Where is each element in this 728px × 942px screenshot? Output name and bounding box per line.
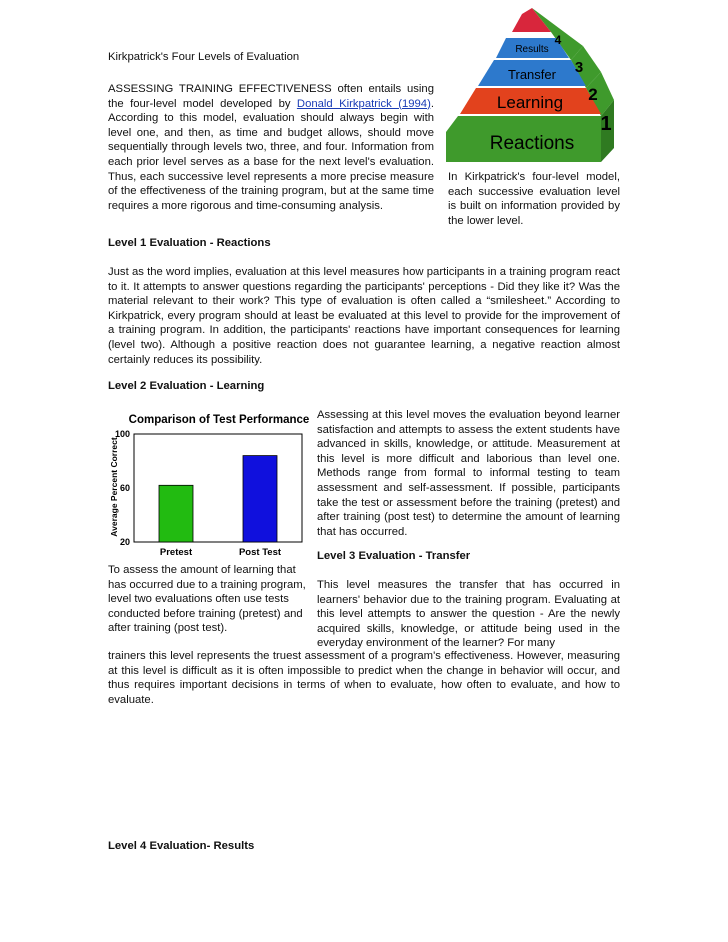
chart-bar-pretest bbox=[159, 485, 193, 542]
chart-x-tick-label: Pretest bbox=[159, 547, 193, 558]
chart-title: Comparison of Test Performance bbox=[128, 414, 310, 426]
chart-y-tick-label: 100 bbox=[114, 429, 130, 439]
pyramid-label-transfer: Transfer bbox=[508, 67, 556, 82]
level3-body-side: This level measures the transfer that has occurred in learners' behavior due to the training program. Evaluating at this level attempts to answer the question - Are the newly acquired skills, knowledge, or attitude being used in the everyday environment of the learner? For many bbox=[317, 579, 620, 650]
chart-x-tick-label: Post Test bbox=[238, 547, 282, 558]
intro-text-end: . According to this model, evaluation should always begin with level one, and then, as time and budget allows, should move sequentially through levels two, three, and four. Information from each prior level serves as a base for the next level's evaluation. Thus, each successive level represents a more precise measure of the effectiveness of the training program, but at the same time requires a more rigorous and time-consuming analysis. bbox=[108, 97, 434, 212]
chart-caption: To assess the amount of learning that has occurred due to a training program, level two evaluations often use tests conducted before training (pretest) and after training (post test). bbox=[108, 564, 306, 635]
level1-body: Just as the word implies, evaluation at this level measures how participants in a training program react to it. It attempts to answer questions regarding the participants' perceptions - Did they like it? Was the material relevant to their work? This type of evaluation is often called a “smilesheet.” According to Kirkpatrick, every program should at least be evaluated at this level to provide for the improvement of a training program. In addition, the participants' reactions have important consequences for learning (level two). Although a positive reaction does not guarantee learning, a negative reaction almost certainly reduces its possibility. bbox=[108, 266, 620, 366]
pyramid-number-1: 1 bbox=[600, 113, 612, 135]
chart-y-label: Average Percent Correct bbox=[109, 437, 119, 537]
kirkpatrick-pyramid bbox=[446, 2, 618, 162]
page-title: Kirkpatrick's Four Levels of Evaluation bbox=[108, 51, 300, 63]
pyramid-number-2: 2 bbox=[588, 85, 598, 104]
pyramid-label-learning: Learning bbox=[496, 93, 564, 112]
intro-text-start: ASSESSING TRAINING EFFECTIVENESS often entails using the four-level model developed by bbox=[108, 83, 434, 110]
pyramid-label-reactions: Reactions bbox=[489, 133, 575, 154]
level3-body-full: trainers this level represents the truest assessment of a program's effectiveness. However, measuring at this level is difficult as it is often impossible to predict when the change in behavior will occur, and thus requires important decisions in terms of when to evaluate, how often to evaluate, and how to evaluate. bbox=[108, 650, 620, 706]
level4-heading: Level 4 Evaluation- Results bbox=[108, 840, 255, 852]
pyramid-number-3: 3 bbox=[574, 59, 584, 76]
level3-heading: Level 3 Evaluation - Transfer bbox=[317, 550, 471, 562]
chart-y-tick-label: 20 bbox=[119, 537, 130, 547]
chart-bar-post-test bbox=[243, 456, 277, 542]
pyramid-label-results: Results bbox=[515, 44, 549, 55]
level2-heading: Level 2 Evaluation - Learning bbox=[108, 380, 265, 392]
level1-heading: Level 1 Evaluation - Reactions bbox=[108, 237, 271, 249]
intro-paragraph bbox=[108, 82, 434, 213]
pyramid-number-4: 4 bbox=[554, 33, 562, 47]
test-performance-chart bbox=[104, 408, 312, 560]
pyramid-caption: In Kirkpatrick's four-level model, each successive evaluation level is built on information provided by the lower level. bbox=[448, 171, 620, 227]
chart-y-tick-label: 60 bbox=[119, 483, 130, 493]
level2-body: Assessing at this level moves the evaluation beyond learner satisfaction and attempts to assess the extent students have advanced in skills, knowledge, or attitude. Measurement at this level is more difficult and laborious than level one. Methods range from formal to informal testing to team assessment and self-assessment. If possible, participants take the test or assessment before the training (pretest) and after training (post test) to determine the amount of learning that has occurred. bbox=[317, 409, 620, 538]
kirkpatrick-link[interactable]: Donald Kirkpatrick (1994) bbox=[296, 97, 431, 110]
